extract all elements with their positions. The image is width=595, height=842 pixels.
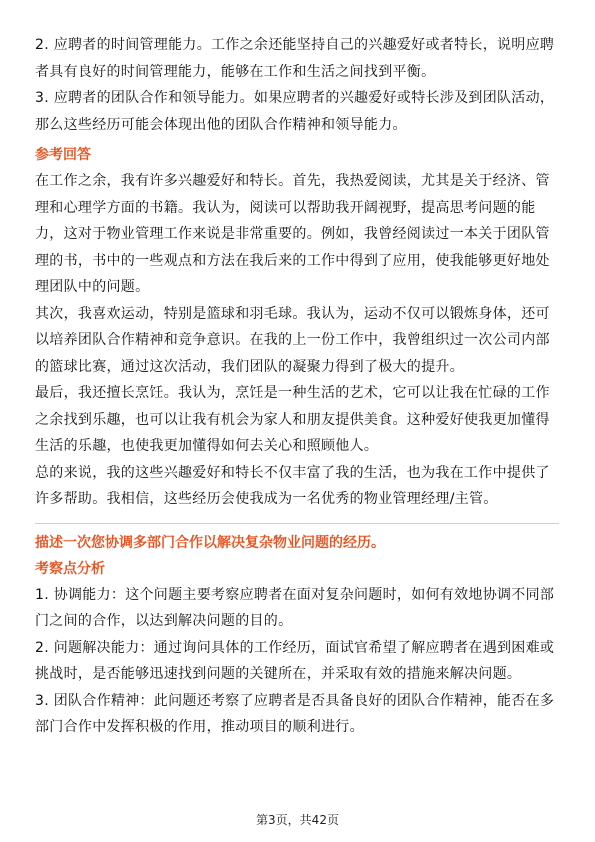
intro-section [35,32,559,138]
analysis-heading: 考察点分析 [35,560,105,577]
reference-answer-section [35,142,559,513]
question-title: 描述一次您协调多部门合作以解决复杂物业问题的经历。 [35,534,385,551]
analysis-point: 1. 协调能力：这个问题主要考察应聘者在面对复杂问题时，如何有效地协调不同部门之间的合作，以达到解决问题的目的。 [35,586,555,629]
question-section [35,530,559,741]
intro-point: 2. 应聘者的时间管理能力。工作之余还能坚持自己的兴趣爱好或者特长，说明应聘者具有良好的时间管理能力，能够在工作和生活之间找到平衡。 [35,37,555,80]
answer-paragraph: 在工作之余，我有许多兴趣爱好和特长。首先，我热爱阅读，尤其是关于经济、管理和心理学方面的书籍。我认为，阅读可以帮助我开阔视野，提高思考问题的能力，这对于物业管理工作来说是非常重要的。例如，我曾经阅读过一本关于团队管理的书，书中的一些观点和方法在我后来的工作中得到了应用，使我能够更好地处理团队中的问题。 [35,173,550,295]
analysis-point: 2. 问题解决能力：通过询问具体的工作经历，面试官希望了解应聘者在遇到困难或挑战时，是否能够迅速找到问题的关键所在，并采取有效的措施来解决问题。 [35,639,555,682]
page-number: 第3页，共42页 [256,813,339,827]
reference-answer-heading: 参考回答 [35,147,91,163]
answer-paragraph: 总的来说，我的这些兴趣爱好和特长不仅丰富了我的生活，也为我在工作中提供了许多帮助。我相信，这些经历会使我成为一名优秀的物业管理经理/主管。 [35,464,550,507]
analysis-point: 3. 团队合作精神：此问题还考察了应聘者是否具备良好的团队合作精神，能否在多部门合作中发挥积极的作用，推动项目的顺利进行。 [35,692,555,735]
intro-point: 3. 应聘者的团队合作和领导能力。如果应聘者的兴趣爱好或特长涉及到团队活动，那么这些经历可能会体现出他的团队合作精神和领导能力。 [35,90,555,133]
answer-paragraph: 其次，我喜欢运动，特别是篮球和羽毛球。我认为，运动不仅可以锻炼身体，还可以培养团队合作精神和竞争意识。在我的上一份工作中，我曾组织过一次公司内部的篮球比赛，通过这次活动，我们团队的凝聚力得到了极大的提升。 [35,305,550,375]
section-divider [35,523,559,524]
answer-paragraph: 最后，我还擅长烹饪。我认为，烹饪是一种生活的艺术，它可以让我在忙碌的工作之余找到乐趣，也可以让我有机会为家人和朋友提供美食。这种爱好使我更加懂得生活的乐趣，也使我更加懂得如何去关心和照顾他人。 [35,385,550,454]
